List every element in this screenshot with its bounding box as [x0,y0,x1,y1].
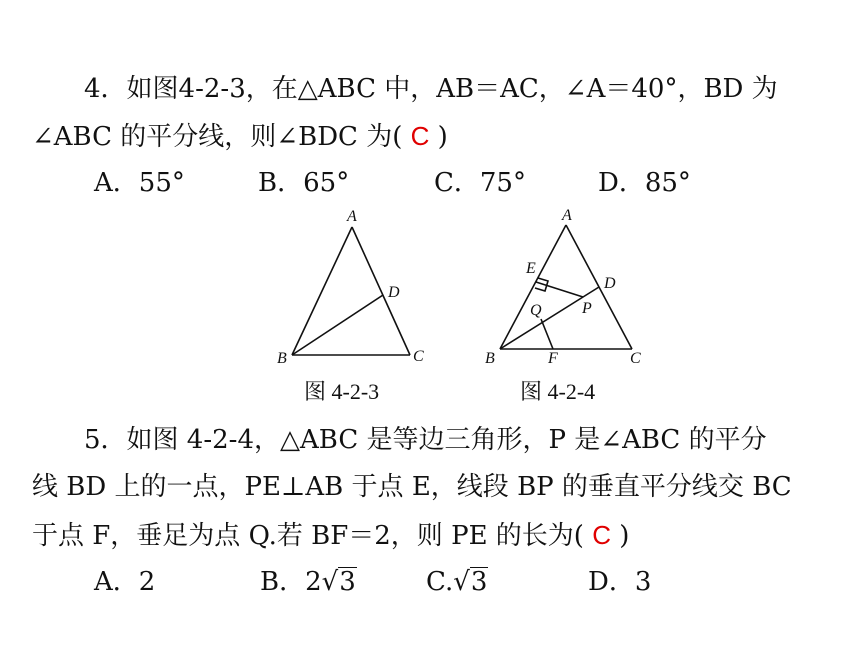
fig2-side-ab [500,225,566,349]
q5-line1: 5．如图 4-2-4，△ABC 是等边三角形，P 是∠ABC 的平分 [84,425,767,455]
q5-option-b-prefix: B．2 [260,567,322,597]
fig2-label-f: F [548,350,558,367]
q5-answer: C [592,520,612,550]
fig1-label-d: D [388,284,400,301]
q4-line1: 4．如图4-2-3，在△ABC 中，AB＝AC，∠A＝40°，BD 为 [84,74,778,104]
q4-option-d: D．85° [598,168,691,198]
fig1-caption: 图 4-2-3 [304,379,380,404]
fig2-label-q: Q [530,302,542,319]
q5-option-a: A．2 [94,567,156,597]
fig1-label-b: B [277,350,287,367]
fig2-label-p: P [582,300,592,317]
fig1-side-ac [352,227,410,355]
q4-option-c: C．75° [434,168,526,198]
q4-answer: C [410,121,430,151]
fig1-label-a: A [347,208,357,225]
fig2-label-a: A [562,207,572,224]
q5-line3-text: 于点 F，垂足为点 Q.若 BF＝2，则 PE 的长为( [32,521,584,551]
q5-option-b [260,565,357,599]
q4-line2-text: ∠ABC 的平分线，则∠BDC 为( [32,122,403,152]
q5-option-b-radicand: 3 [339,567,356,597]
q4-option-a: A．55° [94,168,185,198]
q4-line2 [32,119,448,154]
q5-line3 [32,518,629,553]
q5-line2: 线 BD 上的一点，PE⊥AB 于点 E，线段 BP 的垂直平分线交 BC [32,472,792,502]
q5-option-c [426,565,488,599]
q4-option-b: B．65° [258,168,350,198]
q5-option-c-prefix: C. [426,567,454,597]
fig2-segment-qf [541,319,553,349]
q5-option-d: D．3 [588,567,652,597]
q4-line2-close: ) [437,122,448,152]
fig2-caption: 图 4-2-4 [520,379,596,404]
fig1-label-c: C [413,348,424,365]
radical-sign-icon: √ [321,567,339,597]
fig2-label-c: C [630,350,641,367]
figure-4-2-3 [270,205,440,370]
fig2-segment-pe [536,282,583,297]
fig2-label-d: D [604,275,616,292]
figure-4-2-4 [478,205,658,370]
q5-option-c-radicand: 3 [470,567,488,597]
radical-sign-icon: √ [453,567,470,597]
q5-line3-close: ) [619,521,630,551]
fig2-label-e: E [526,260,536,277]
fig2-label-b: B [485,350,495,367]
